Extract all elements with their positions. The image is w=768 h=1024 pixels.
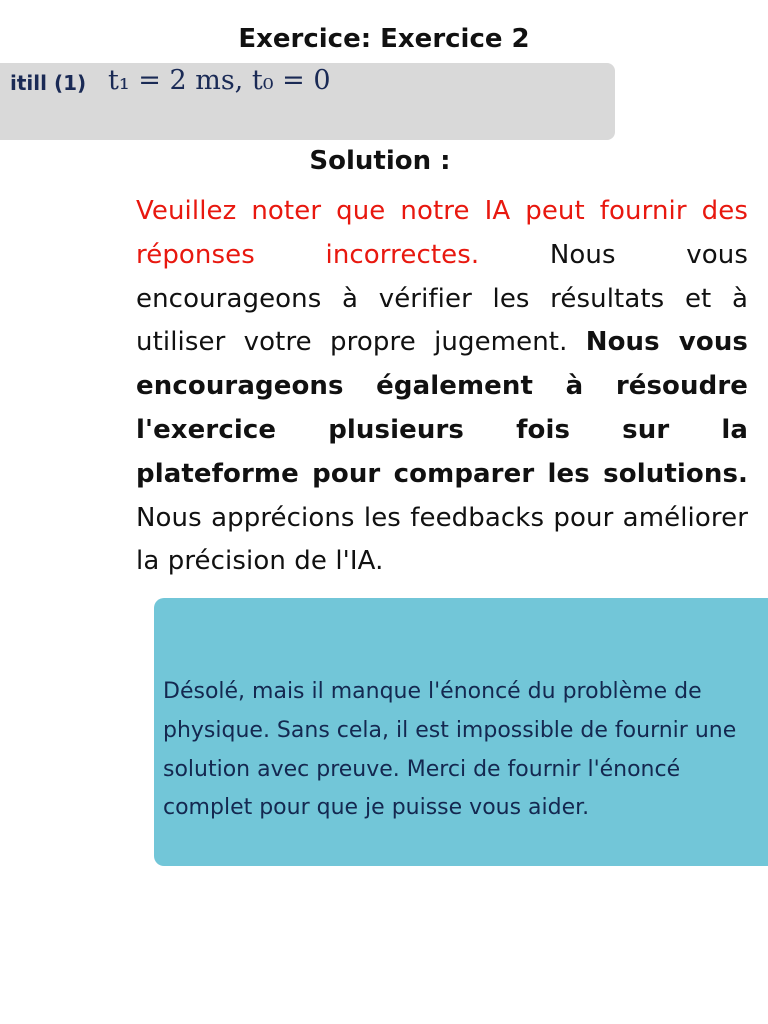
exercise-statement-box xyxy=(0,63,615,140)
disclaimer-emphasis: Nous vous encourageons également à résoudre l'exercice plusieurs fois sur la plateforme pour comparer les solutions. xyxy=(136,327,749,489)
ai-answer-box xyxy=(154,598,768,866)
statement-label: itill (1) xyxy=(10,71,87,95)
exercise-title: Exercice: Exercice 2 xyxy=(238,24,530,54)
disclaimer-warning: Veuillez noter que notre IA peut fournir des réponses incorrectes. xyxy=(136,196,748,270)
disclaimer-text: Nous vous encourageons à vérifier les résultats et à utiliser votre propre jugement. xyxy=(136,239,748,358)
statement-equation xyxy=(108,65,331,96)
solution-heading: Solution : xyxy=(309,146,451,176)
ai-answer-text: Désolé, mais il manque l'énoncé du problème de physique. Sans cela, il est impossible de fournir une solution avec preuve. Merci de fournir l'énoncé complet pour que je puisse vous aider. xyxy=(163,679,737,821)
disclaimer-closing: Nous apprécions les feedbacks pour améliorer la précision de l'IA. xyxy=(136,502,748,577)
equation-t1: t₁ = 2 ms, xyxy=(108,65,244,96)
equation-t0: t₀ = 0 xyxy=(251,65,331,96)
ai-disclaimer xyxy=(136,190,748,584)
